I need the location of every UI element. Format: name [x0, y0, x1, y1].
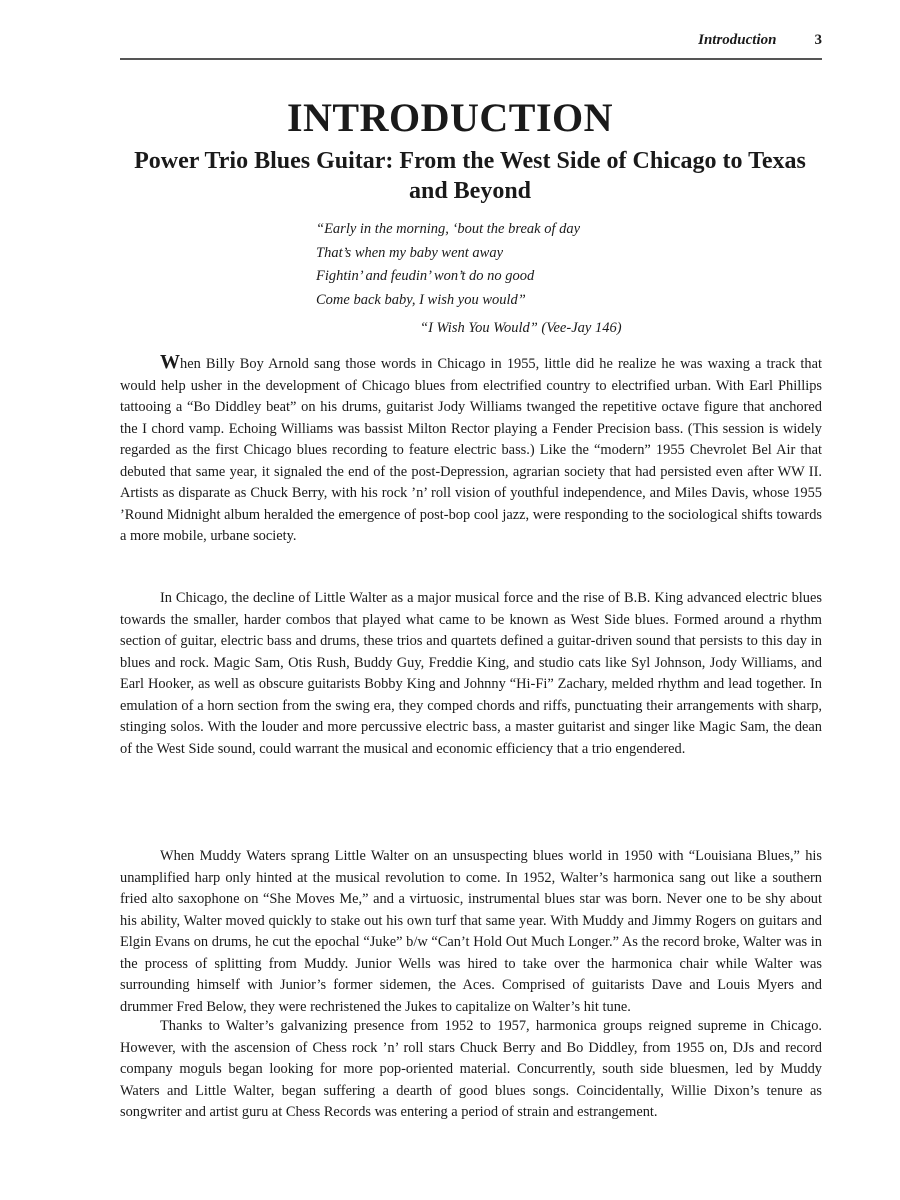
running-head-section: Introduction	[698, 32, 777, 48]
epigraph-line: “Early in the morning, ‘bout the break of day	[316, 221, 581, 237]
initial-letter: W	[160, 351, 180, 373]
paragraph-3	[120, 846, 822, 1018]
paragraph-text: Thanks to Walter’s galvanizing presence from 1952 to 1957, harmonica groups reigned supreme in Chicago. However, with the ascension of Chess rock ’n’ roll stars Chuck Berry and Bo Diddley, from 1955 on, DJs and record company moguls began looking for more pop-oriented material. Concurrently, south side bluesmen, led by Muddy Waters and Little Walter, began suffering a dearth of good blues songs. Coincidentally, Willie Dixon’s tenure as songwriter and artist guru at Chess Records was entering a period of strain and estrangement.	[120, 1018, 822, 1120]
chapter-title: INTRODUCTION	[286, 95, 614, 140]
epigraph-line: That’s when my baby went away	[316, 244, 504, 261]
page-number: 3	[814, 32, 822, 48]
paragraph-text: When Muddy Waters sprang Little Walter on an unsuspecting blues world in 1950 with “Louisiana Blues,” his unamplified harp only hinted at the musical revolution to come. In 1952, Walter’s harmonica sang out like a southern fried alto saxophone on “She Moves Me,” and a virtuosic, instrumental blues star was born. Never one to be shy about his ability, Walter moved quickly to stake out his own turf that same year. With Muddy and Jimmy Rogers on guitars and Elgin Evans on drums, he cut the epochal “Juke” b/w “Can’t Hold Out Much Longer.” As the record broke, Walter was in the process of splitting from Muddy. Junior Wells was hired to take over the harmonica chair while Walter was surrounding himself with Junior’s former sidemen, the Aces. Comprised of guitarists Dave and Louis Myers and drummer Fred Below, they were rechristened the Jukes to capitalize on Walter’s hit tune.	[120, 848, 822, 1015]
epigraph-lyrics	[316, 218, 736, 312]
paragraph-text: In Chicago, the decline of Little Walter as a major musical force and the rise of B.B. King advanced electric blues towards the smaller, harder combos that played what came to be known as West Side blues. Formed around a rhythm section of guitar, electric bass and drums, these trios and quartets defined a guitar-driven sound that persists to this day in blues and rock. Magic Sam, Otis Rush, Buddy Guy, Freddie King, and studio cats like Syl Johnson, Jody Williams, and Earl Hooker, as well as obscure guitarists Bobby King and Johnny “Hi-Fi” Zachary, melded rhythm and lead together. In emulation of a horn section from the swing era, they comped chords and riffs, punctuating their arrangements with sharp, stinging solos. With the louder and more percussive electric bass, a master guitarist and singer like Magic Sam, the dean of the West Side sound, could warrant the musical and economic efficiency that a trio engendered.	[120, 590, 822, 757]
epigraph-line: Come back baby, I wish you would”	[316, 291, 526, 308]
paragraph-4	[120, 1016, 822, 1124]
paragraph-1	[120, 352, 822, 548]
chapter-subtitle: Power Trio Blues Guitar: From the West Side of Chicago to Texas and Beyond	[134, 148, 806, 204]
paragraph-2	[120, 588, 822, 760]
epigraph-line: Fightin’ and feudin’ won’t do no good	[316, 268, 535, 284]
epigraph-attribution: “I Wish You Would” (Vee-Jay 146)	[420, 320, 622, 336]
running-head	[120, 32, 822, 60]
paragraph-text: hen Billy Boy Arnold sang those words in Chicago in 1955, little did he realize he was waxing a track that would help usher in the development of Chicago blues from electrified country to electrified urban. With Earl Phillips tattooing a “Bo Diddley beat” on his drums, guitarist Jody Williams twanged the repetitive octave figure that anchored the I chord vamp. Echoing Williams was bassist Milton Rector playing a Fender Precision bass. (This session is widely regarded as the first Chicago blues recording to feature electric bass.) Like the “modern” 1955 Chevrolet Bel Air that debuted that same year, it signaled the end of the post-Depression, agrarian society that had persisted even after WW II. Artists as disparate as Chuck Berry, with his rock ’n’ roll vision of youthful independence, and Miles Davis, whose 1955 ’Round Midnight album heralded the emergence of post-bop cool jazz, were responding to the sociological shifts towards a more mobile, urbane society.	[120, 356, 822, 544]
